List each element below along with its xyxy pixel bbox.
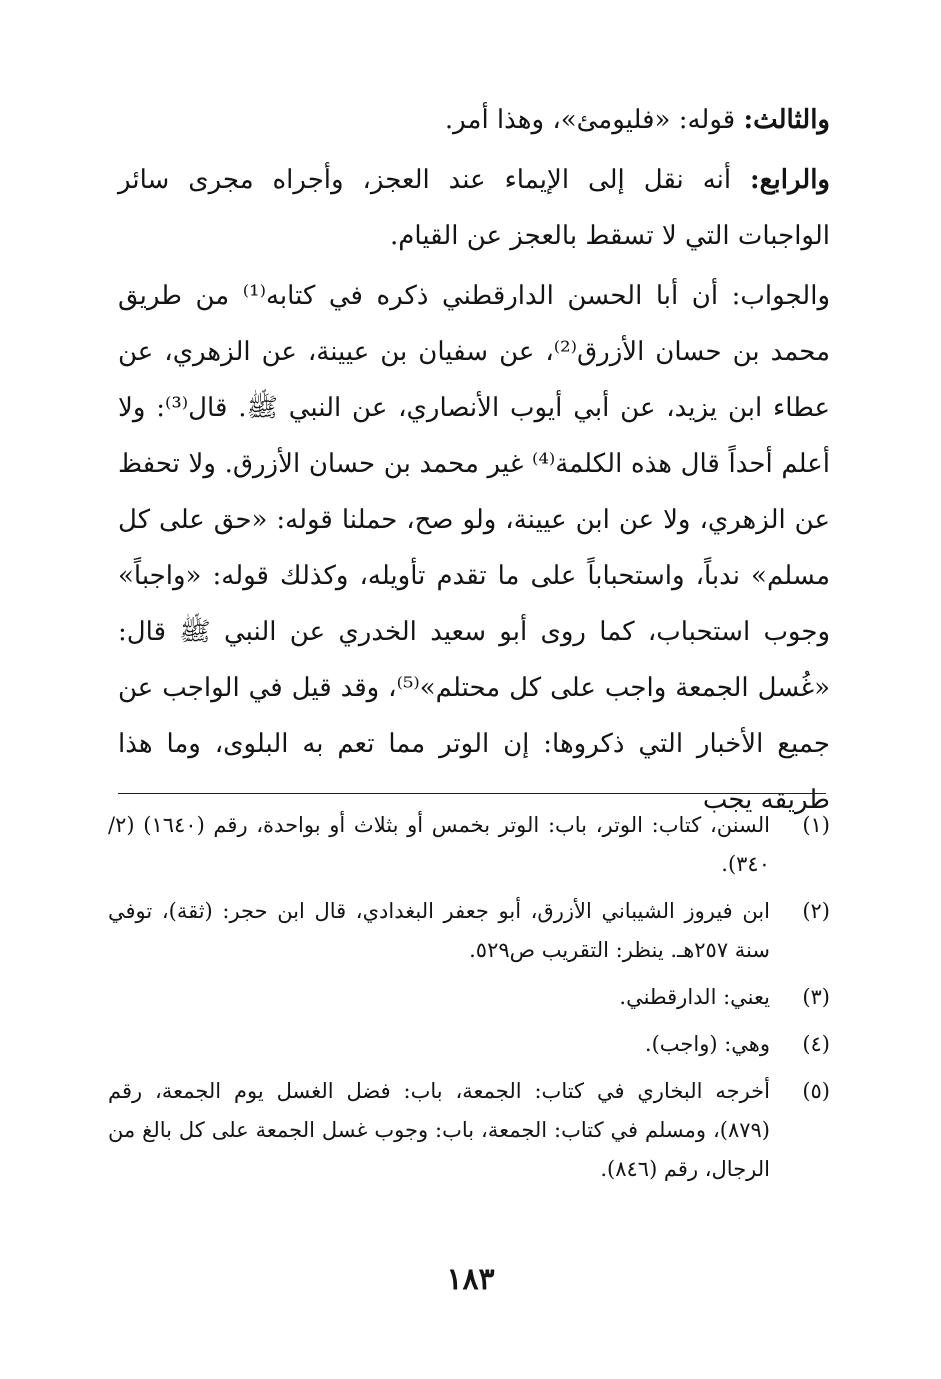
footnote-text: يعني: الدارقطني. xyxy=(619,985,770,1009)
footnote-separator xyxy=(118,793,826,794)
paragraph-lead: والرابع: xyxy=(750,165,830,195)
paragraph-text: أنه نقل إلى الإيماء عند العجز، وأجراه مجرى سائر الواجبات التي لا تسقط بالعجز عن القيام. xyxy=(118,165,830,251)
footnote-number: (٥) xyxy=(802,1079,830,1103)
footnote-text: وهي: (واجب). xyxy=(644,1032,770,1056)
footnote-item xyxy=(108,892,830,970)
paragraph-lead: والثالث: xyxy=(743,105,830,135)
paragraph-fourth xyxy=(118,152,830,264)
footnote-item xyxy=(108,978,830,1017)
paragraph-third xyxy=(118,92,830,148)
footnote-number: (٤) xyxy=(802,1032,830,1056)
footnote-item xyxy=(108,1072,830,1189)
footnote-number: (٢) xyxy=(802,899,830,923)
footnote-item xyxy=(108,1025,830,1064)
footnote-text: ابن فيروز الشيباني الأزرق، أبو جعفر البغدادي، قال ابن حجر: (ثقة)، توفي سنة ٢٥٧هـ. ينظر: التقريب ص٥٢٩. xyxy=(108,899,770,962)
footnote-item xyxy=(108,806,830,884)
footnotes xyxy=(108,806,830,1197)
paragraph-text: قوله: «فليومئ»، وهذا أمر. xyxy=(444,105,744,135)
page-number: ١٨٣ xyxy=(446,1262,495,1297)
footnote-text: أخرجه البخاري في كتاب: الجمعة، باب: فضل الغسل يوم الجمعة، رقم (٨٧٩)، ومسلم في كتاب: الجمعة، باب: وجوب غسل الجمعة على كل بالغ من الرجال، رقم (٨٤٦). xyxy=(108,1079,770,1181)
footnote-text: السنن، كتاب: الوتر، باب: الوتر بخمس أو بثلاث أو بواحدة، رقم (١٦٤٠) (٢/ ٣٤٠). xyxy=(108,813,771,876)
main-text xyxy=(118,92,830,828)
footnote-number: (٣) xyxy=(802,985,830,1009)
footnote-number: (١) xyxy=(802,813,830,837)
paragraph-answer: والجواب: أن أبا الحسن الدارقطني ذكره في كتابه⁽¹⁾ من طريق محمد بن حسان الأزرق⁽²⁾، عن سفيان بن عيينة، عن الزهري، عن عطاء ابن يزيد، عن أبي أيوب الأنصاري، عن النبي ﷺ. قال⁽³⁾: ولا أعلم أحداً قال هذه الكلمة⁽⁴⁾ غير محمد بن حسان الأزرق. ولا تحفظ عن الزهري، ولا عن ابن عيينة، ولو صح، حملنا قوله: «حق على كل مسلم» ندباً، واستحباباً على ما تقدم تأويله، وكذلك قوله: «واجباً» وجوب استحباب، كما روى أبو سعيد الخدري عن النبي ﷺ قال: «غُسل الجمعة واجب على كل محتلم»⁽⁵⁾، وقد قيل في الواجب عن جميع الأخبار التي ذكروها: إن الوتر مما تعم به البلوى، وما هذا طريقه يجب xyxy=(118,281,831,815)
